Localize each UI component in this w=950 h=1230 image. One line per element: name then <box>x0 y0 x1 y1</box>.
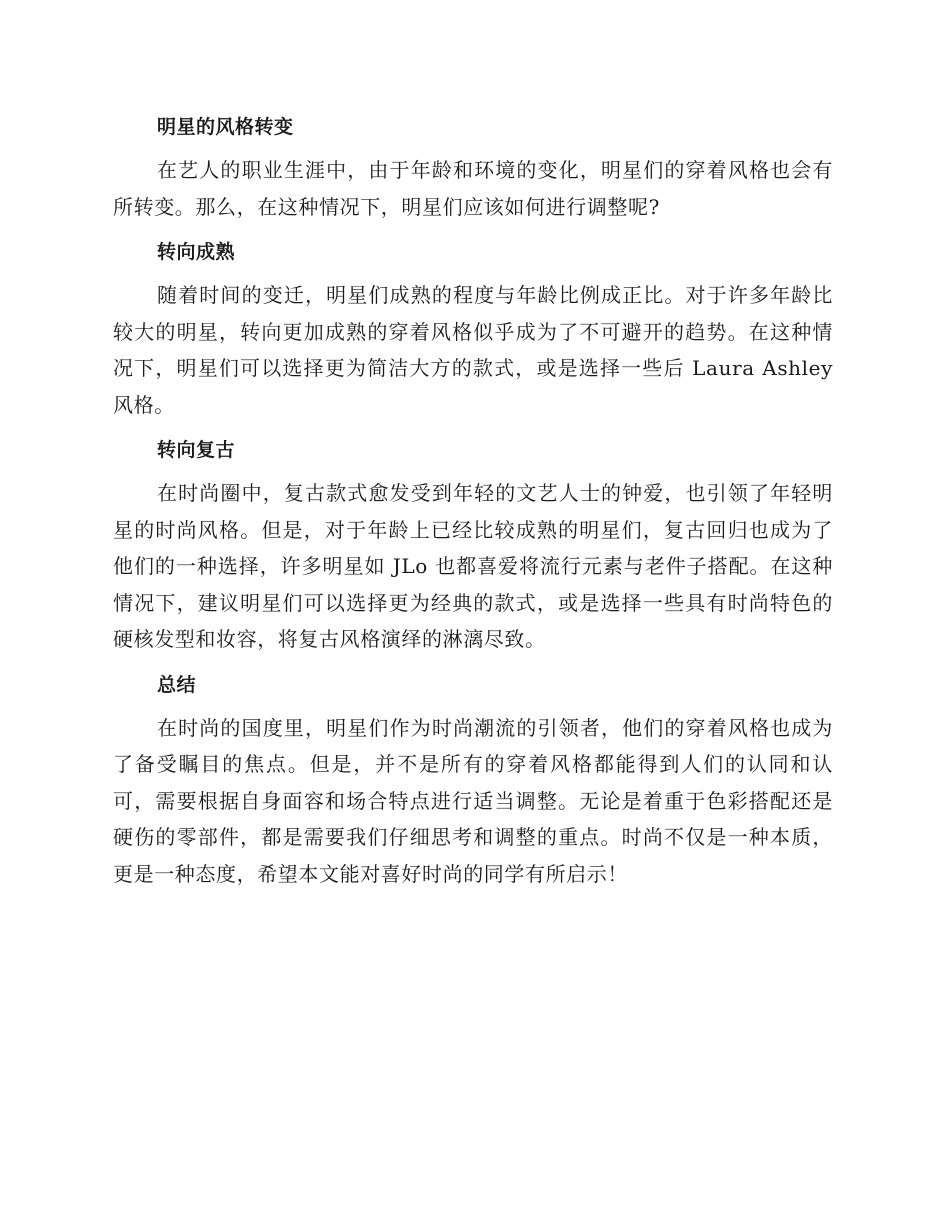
section-heading-mature: 转向成熟 <box>157 241 236 263</box>
section-paragraph-summary: 在时尚的国度里，明星们作为时尚潮流的引领者，他们的穿着风格也成为了备受瞩目的焦点。但是，并不是所有的穿着风格都能得到人们的认同和认可，需要根据自身面容和场合特点进行适当调整。无论是着重于色彩搭配还是硬伤的零部件，都是需要我们仔细思考和调整的重点。时尚不仅是一种本质，更是一种态度，希望本文能对喜好时尚的同学有所启示！ <box>113 715 833 886</box>
section-paragraph-retro: 在时尚圈中，复古款式愈发受到年轻的文艺人士的钟爱，也引领了年轻明星的时尚风格。但是，对于年龄上已经比较成熟的明星们，复古回归也成为了他们的一种选择，许多明星如 JLo 也都喜爱将流行元素与老件子搭配。在这种情况下，建议明星们可以选择更为经典的款式，或是选择一些具有时尚特色的硬核发型和妆容，将复古风格演绎的淋漓尽致。 <box>113 481 833 651</box>
section-heading-summary: 总结 <box>157 673 197 696</box>
section-paragraph-mature: 随着时间的变迁，明星们成熟的程度与年龄比例成正比。对于许多年龄比较大的明星，转向更加成熟的穿着风格似乎成为了不可避开的趋势。在这种情况下，明星们可以选择更为简洁大方的款式，或是选择一些后 Laura Ashley 风格。 <box>113 283 833 417</box>
section-heading-retro: 转向复古 <box>157 439 236 461</box>
section-paragraph-style-change: 在艺人的职业生涯中，由于年龄和环境的变化，明星们的穿着风格也会有所转变。那么，在这种情况下，明星们应该如何进行调整呢? <box>113 158 833 219</box>
section-heading-style-change: 明星的风格转变 <box>157 116 294 138</box>
document-page <box>113 107 833 899</box>
